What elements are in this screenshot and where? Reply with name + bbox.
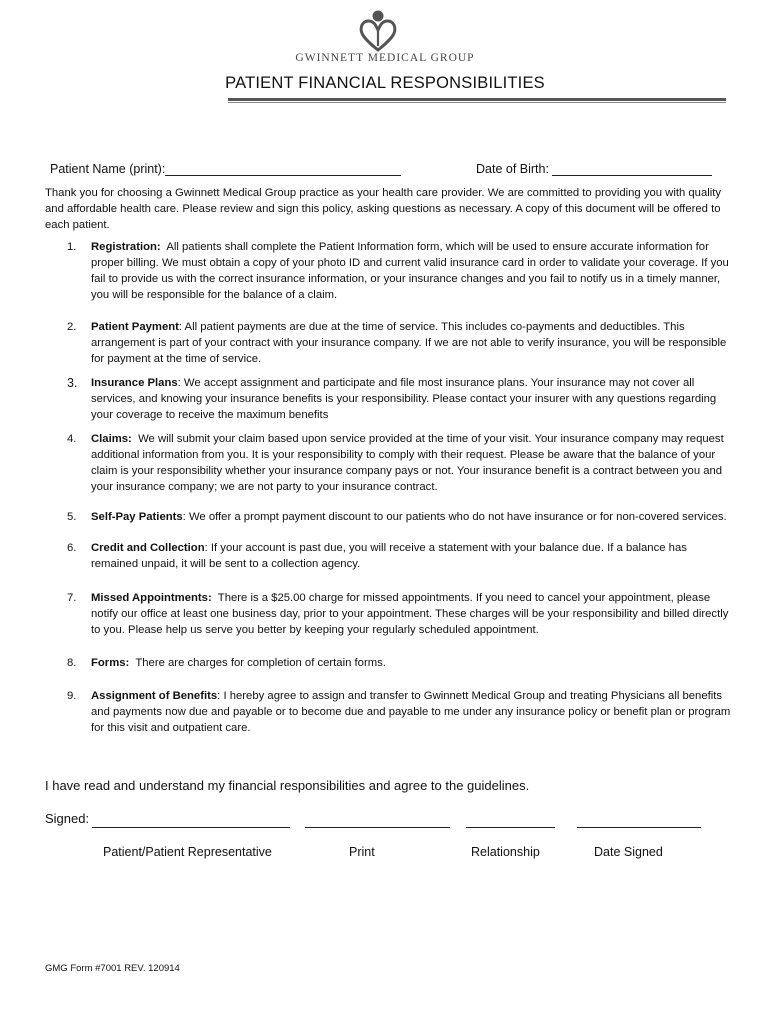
item-text: : If your account is past due, you will receive a statement with your balance due. If a balance has remained unpaid, it will be sent to a collection agency. <box>91 542 687 570</box>
signed-label: Signed: <box>45 811 90 826</box>
relationship-line[interactable] <box>466 811 555 828</box>
item-term: Insurance Plans <box>91 377 178 389</box>
patient-name-label: Patient Name (print): <box>50 162 166 176</box>
print-name-line[interactable] <box>305 811 450 828</box>
item-term: Assignment of Benefits <box>91 690 218 702</box>
item-text: All patients shall complete the Patient Information form, which will be used to ensure accurate information for proper billing. We must obtain a copy of your photo ID and current valid insurance card in order to validate your coverage. If you fail to provide us with the correct insurance information, or your insurance changes and you fail to notify us in a timely manner, you will be responsible for the balance of a claim. <box>91 241 729 301</box>
item-term: Missed Appointments: <box>91 592 212 604</box>
gwinnett-heart-logo-icon <box>355 8 401 54</box>
title-divider-thin <box>228 102 726 103</box>
patient-name-input[interactable] <box>165 163 401 176</box>
agreement-statement: I have read and understand my financial responsibilities and agree to the guidelines. <box>45 778 530 793</box>
dob-input[interactable] <box>552 163 712 176</box>
item-term: Registration: <box>91 241 161 253</box>
item-term: Patient Payment <box>91 321 179 333</box>
item-number: 3. <box>67 376 78 390</box>
dob-label: Date of Birth: <box>476 162 549 176</box>
item-number: 9. <box>67 690 77 702</box>
item-text: : We offer a prompt payment discount to our patients who do not have insurance or for non-covered services. <box>182 511 727 523</box>
item-text: We will submit your claim based upon service provided at the time of your visit. Your insurance company may request additional information from you. It is your responsibility to comply with their request. Please be aware that the balance of your claim is your responsibility whether your insurance company pays or not. Your insurance benefit is a contract between you and your insurance company; we are not party to your insurance contract. <box>91 433 724 493</box>
item-term: Forms: <box>91 657 130 669</box>
item-term: Self-Pay Patients <box>91 511 183 523</box>
item-number: 7. <box>67 592 77 604</box>
item-number: 6. <box>67 542 77 554</box>
relationship-caption: Relationship <box>471 845 540 859</box>
patient-name-field <box>50 162 401 176</box>
dob-field <box>476 162 712 176</box>
item-number: 4. <box>67 433 77 445</box>
intro-paragraph: Thank you for choosing a Gwinnett Medical Group practice as your health care provider. We are committed to providing you with quality and affordable health care. Please review and sign this policy, asking questions as necessary. A copy of this document will be offered to each patient. <box>45 187 722 231</box>
form-number: GMG Form #7001 REV. 120914 <box>45 963 180 974</box>
page-title: PATIENT FINANCIAL RESPONSIBILITIES <box>225 74 545 92</box>
signature-caption: Patient/Patient Representative <box>103 845 272 859</box>
item-text: : All patient payments are due at the time of service. This includes co-payments and deductibles. This arrangement is part of your contract with your insurance company. If we are not able to verify insurance, you will be responsible for payment at the time of service. <box>91 321 727 365</box>
title-divider <box>228 98 726 101</box>
item-number: 8. <box>67 657 77 669</box>
item-text: There are charges for completion of certain forms. <box>135 657 386 669</box>
org-name: GWINNETT MEDICAL GROUP <box>295 52 475 64</box>
item-number: 2. <box>67 321 77 333</box>
item-term: Claims: <box>91 433 132 445</box>
item-number: 5. <box>67 511 77 523</box>
print-caption: Print <box>349 845 375 859</box>
item-term: Credit and Collection <box>91 542 205 554</box>
item-text: : We accept assignment and participate and file most insurance plans. Your insurance may not cover all services, and knowing your insurance benefits is your responsibility. Please contact your insurer with any questions regarding your coverage to receive the maximum benefits <box>91 377 717 421</box>
date-signed-line[interactable] <box>577 811 701 828</box>
date-signed-caption: Date Signed <box>594 845 663 859</box>
signature-line[interactable] <box>92 811 290 828</box>
item-number: 1. <box>67 241 77 253</box>
item-text: : I hereby agree to assign and transfer to Gwinnett Medical Group and treating Physicians all benefits and payments now due and payable or to become due and payable to me under any insurance policy or benefit plan or program for this visit and outpatient care. <box>91 690 731 734</box>
item-text: There is a $25.00 charge for missed appointments. If you need to cancel your appointment, please notify our office at least one business day, prior to your appointment. These charges will be your responsibility and billed directly to you. Please help us serve you better by keeping your regularly scheduled appointment. <box>91 592 729 636</box>
